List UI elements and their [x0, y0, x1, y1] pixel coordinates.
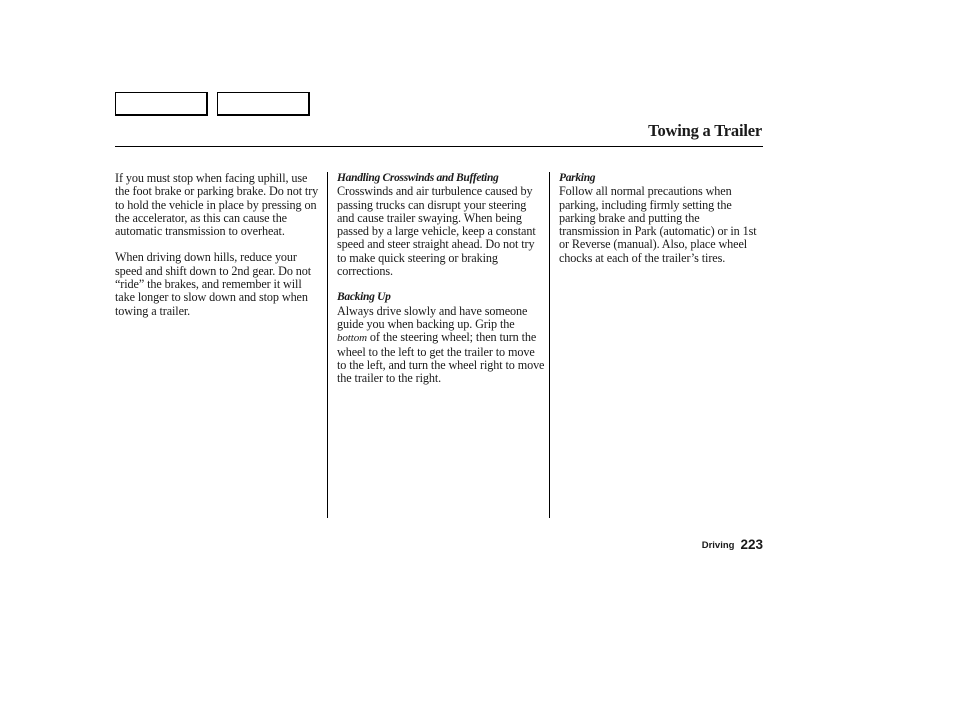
column-divider: [549, 172, 550, 518]
section-backing-up: [337, 291, 545, 385]
backing-emphasis: bottom: [337, 332, 367, 345]
nav-button-contents[interactable]: [115, 92, 208, 116]
paragraph-uphill-stop: If you must stop when facing uphill, use the foot brake or parking brake. Do not try to hold the vehicle in place by pressing on the accelerator, as this can cause the automatic transmission to overheat.: [115, 171, 319, 239]
page-number: 223: [740, 537, 763, 552]
footer-section-label: Driving: [701, 540, 735, 551]
column-divider: [327, 172, 328, 518]
column-middle: [337, 172, 545, 385]
heading-backing-up: Backing Up: [337, 291, 391, 304]
column-right: [559, 172, 759, 265]
nav-button-index[interactable]: [217, 92, 310, 116]
page-title: Towing a Trailer: [648, 121, 762, 140]
backing-text-end: of the steering wheel; then turn the wheel to the left to get the trailer to move to the left, and turn the wheel right to move the trailer to the right.: [337, 330, 545, 386]
paragraph-parking: Follow all normal precautions when parking, including firmly setting the parking brake and putting the transmission in Park (automatic) or in 1st or Reverse (manual). Also, place wheel chocks at each of the trailer’s tires.: [559, 184, 757, 265]
heading-crosswinds: Handling Crosswinds and Buffeting: [337, 172, 499, 184]
title-rule: [115, 146, 763, 147]
paragraph-crosswinds: Crosswinds and air turbulence caused by passing trucks can disrupt your steering and cause trailer swaying. When being passed by a large vehicle, keep a constant speed and steer straight ahead. Do not try to make quick steering or braking corrections.: [337, 184, 536, 279]
heading-parking: Parking: [559, 172, 596, 184]
section-crosswinds: [337, 172, 545, 278]
page-footer: [702, 536, 763, 554]
paragraph-backing-up: [337, 305, 545, 386]
backing-text-start: Always drive slowly and have someone guide you when backing up. Grip the: [337, 303, 528, 331]
section-parking: [559, 172, 759, 265]
paragraph-downhill: When driving down hills, reduce your speed and shift down to 2nd gear. Do not “ride” the brakes, and remember it will take longer to slow down and stop when towing a trailer.: [115, 250, 312, 318]
column-left: [115, 172, 320, 318]
